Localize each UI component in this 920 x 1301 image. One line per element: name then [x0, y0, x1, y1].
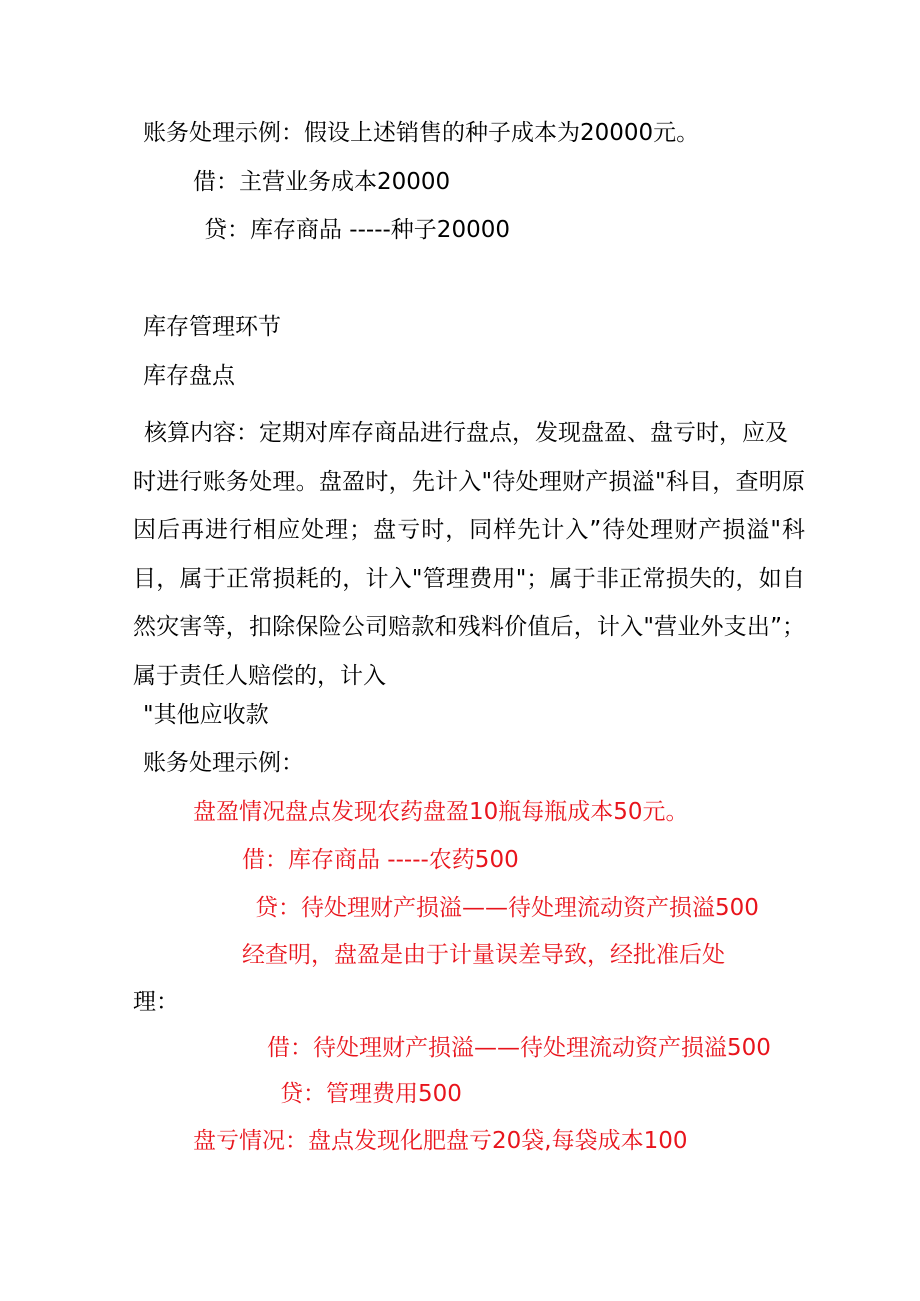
surplus-approval-line2: 理：	[133, 989, 179, 1015]
inventory-management-heading: 库存管理环节	[143, 314, 281, 340]
surplus-credit-entry: 贷：待处理财产损溢——待处理流动资产损溢500	[255, 895, 759, 921]
paragraph-line: 因后再进行相应处理；盘亏时，同样先计入”待处理财产损溢"科	[133, 517, 805, 543]
paragraph-line: 核算内容：定期对库存商品进行盘点，发现盘盈、盘亏时，应及	[144, 420, 788, 446]
paragraph-line: 属于责任人赔偿的，计入	[133, 662, 386, 689]
accounting-content-paragraph	[133, 409, 805, 700]
paragraph-line: 目，属于正常损耗的，计入"管理费用"；属于非正常损失的，如自	[133, 565, 805, 592]
other-receivable-text: "其他应收款	[143, 702, 269, 728]
sales-example-title: 账务处理示例：假设上述销售的种子成本为20000元。	[143, 120, 700, 146]
surplus-approval-line1: 经查明，盘盈是由于计量误差导致，经批准后处	[242, 942, 725, 968]
approval-credit-entry: 贷：管理费用500	[280, 1081, 462, 1107]
sales-credit-entry: 贷：库存商品 -----种子20000	[204, 217, 510, 243]
paragraph-line: 然灾害等，扣除保险公司赔款和残料价值后，计入"营业外支出”；	[133, 614, 805, 640]
inventory-count-heading: 库存盘点	[143, 363, 235, 389]
surplus-debit-entry: 借：库存商品 -----农药500	[242, 847, 519, 873]
shortage-case-title: 盘亏情况：盘点发现化肥盘亏20袋,每袋成本100	[193, 1128, 688, 1154]
surplus-case-title: 盘盈情况盘点发现农药盘盈10瓶每瓶成本50元。	[193, 799, 689, 825]
paragraph-line: 时进行账务处理。盘盈时，先计入"待处理财产损溢"科目，查明原	[133, 468, 805, 495]
example-label: 账务处理示例：	[143, 750, 304, 776]
approval-debit-entry: 借：待处理财产损溢——待处理流动资产损溢500	[267, 1035, 771, 1061]
sales-debit-entry: 借：主营业务成本20000	[193, 169, 451, 195]
